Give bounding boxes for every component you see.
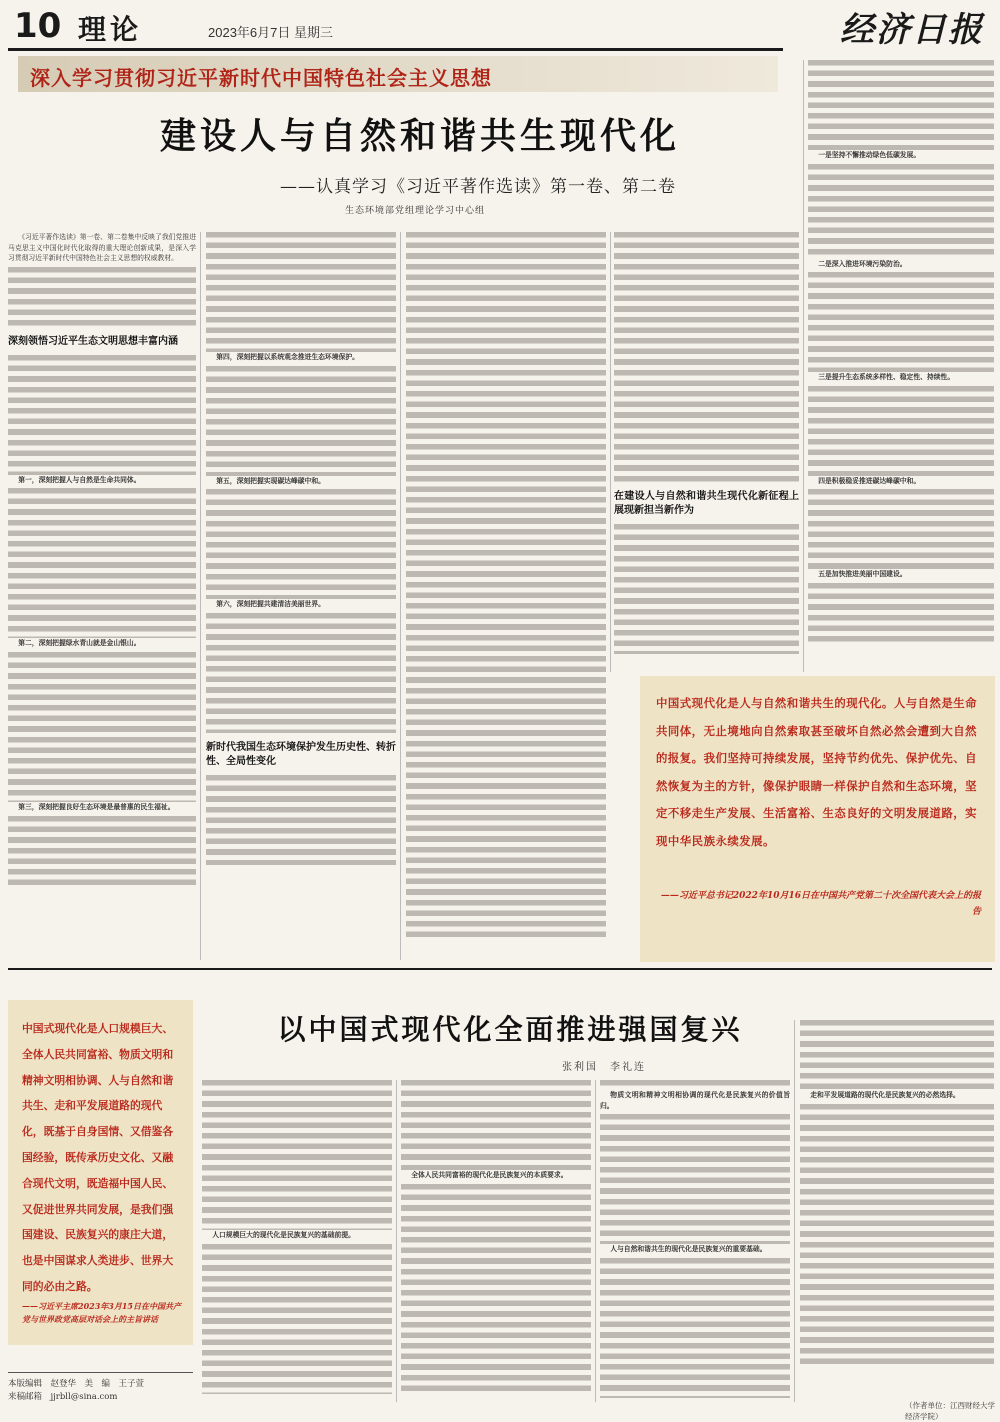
email-line: 来稿邮箱 jjrbll@sina.com <box>8 1392 118 1402</box>
point-heading: 第五，深刻把握实现碳达峰碳中和。 <box>216 476 325 485</box>
section-heading: 在建设人与自然和谐共生现代化新征程上展现新担当新作为 <box>614 491 799 516</box>
article2-headline: 以中国式现代化全面推进强国复兴 <box>277 1013 743 1046</box>
section-heading: 人与自然和谐共生的现代化是民族复兴的重要基础。 <box>610 1245 767 1254</box>
column-rule <box>610 232 611 672</box>
subpoint-heading: 四是积极稳妥推进碳达峰碳中和。 <box>818 476 921 485</box>
point-heading: 第三，深刻把握良好生态环境是最普惠的民生福祉。 <box>18 802 175 811</box>
point-heading: 第六，深刻把握共建清洁美丽世界。 <box>216 600 325 609</box>
banner-text: 深入学习贯彻习近平新时代中国特色社会主义思想 <box>30 66 492 90</box>
article1-intro: 《习近平著作选读》第一卷、第二卷集中反映了我们党推进马克思主义中国化时代化取得的重大理论创新成果，是深入学习贯彻习近平新时代中国特色社会主义思想的权威教材。 <box>8 233 196 263</box>
section-heading: 人口规模巨大的现代化是民族复兴的基础前提。 <box>212 1231 355 1239</box>
article1-subhead: ——认真学习《习近平著作选读》第一卷、第二卷 <box>280 177 676 197</box>
subpoint-heading: 三是提升生态系统多样性、稳定性、持续性。 <box>818 373 955 382</box>
section-heading: 全体人民共同富裕的现代化是民族复兴的本质要求。 <box>411 1171 568 1179</box>
issue-date: 2023年6月7日 <box>208 25 291 40</box>
masthead <box>8 0 992 60</box>
dateline <box>208 22 333 41</box>
column-rule <box>595 1080 596 1402</box>
article2-column-1 <box>202 1080 392 1402</box>
column-rule <box>200 232 201 960</box>
masthead-rule <box>8 48 783 51</box>
point-heading: 第二，深刻把握绿水青山就是金山银山。 <box>18 639 141 648</box>
quote-source: ——习近平总书记2022年10月16日在中国共产党第二十次全国代表大会上的报告 <box>660 891 981 917</box>
subpoint-heading: 二是深入推进环境污染防治。 <box>818 259 907 268</box>
quote-box-2 <box>8 1000 193 1345</box>
subpoint-heading: 一是坚持不懈推动绿色低碳发展。 <box>818 151 921 159</box>
column-rule <box>794 1020 795 1402</box>
author-affiliation: （作者单位：江西财经大学经济学院） <box>905 1401 995 1421</box>
article1-column-4 <box>614 232 799 672</box>
article2-column-2 <box>401 1080 591 1402</box>
column-rule <box>400 232 401 960</box>
quote-box-1 <box>640 676 995 962</box>
column-rule <box>396 1080 397 1402</box>
article1-column-2 <box>206 232 396 960</box>
article2-column-3 <box>600 1080 790 1402</box>
editor-credits <box>8 1378 308 1404</box>
editor-line: 本版编辑 赵登华 美 编 王子萱 <box>8 1379 145 1389</box>
section-heading: 走和平发展道路的现代化是民族复兴的必然选择。 <box>810 1091 960 1099</box>
article2-column-4 <box>800 1020 994 1392</box>
footer-rule <box>8 1372 193 1373</box>
quote-source: ——习近平主席2023年3月15日在中国共产党与世界政党高层对话会上的主旨讲话 <box>22 1301 181 1324</box>
article1-column-3 <box>406 232 606 960</box>
page-number: 10 <box>14 6 62 46</box>
section-name: 理论 <box>78 13 143 46</box>
quote-text: 中国式现代化是人口规模巨大、全体人民共同富裕、物质文明和精神文明相协调、人与自然和谐共生、走和平发展道路的现代化，既基于自身国情、又借鉴各国经验，既传承历史文化、又融合现代文明，既造福中国人民、又促进世界共同发展，是我们强国建设、民族复兴的康庄大道，也是中国谋求人类进步、世界大同的必由之路。 <box>22 1022 174 1293</box>
section-heading: 深刻领悟习近平生态文明思想丰富内涵 <box>8 335 178 347</box>
newspaper-logo: 经济日报 <box>840 10 984 50</box>
section-heading: 新时代我国生态环境保护发生历史性、转折性、全局性变化 <box>206 741 396 767</box>
column-rule <box>803 60 804 672</box>
article1-headline: 建设人与自然和谐共生现代化 <box>159 116 680 157</box>
point-heading: 第四，深刻把握以系统观念推进生态环境保护。 <box>216 353 359 361</box>
quote-text: 中国式现代化是人与自然和谐共生的现代化。人与自然是生命共同体，无止境地向自然索取甚至破坏自然必然会遭到大自然的报复。我们坚持可持续发展，坚持节约优先、保护优先、自然恢复为主的方针，像保护眼睛一样保护自然和生态环境，坚定不移走生产发展、生活富裕、生态良好的文明发展道路，实现中华民族永续发展。 <box>656 696 978 848</box>
article1-column-1 <box>8 232 196 960</box>
subpoint-heading: 五是加快推进美丽中国建设。 <box>818 570 907 579</box>
article2-authors: 张利国 李礼连 <box>562 1062 646 1073</box>
point-heading: 第一，深刻把握人与自然是生命共同体。 <box>18 475 141 484</box>
article-divider <box>8 968 992 970</box>
issue-weekday: 星期三 <box>294 25 334 40</box>
section-heading: 物质文明和精神文明相协调的现代化是民族复兴的价值旨归。 <box>600 1091 790 1110</box>
article1-column-5 <box>808 60 994 672</box>
article1-byline: 生态环境部党组理论学习中心组 <box>345 206 486 216</box>
topic-banner <box>18 56 778 92</box>
